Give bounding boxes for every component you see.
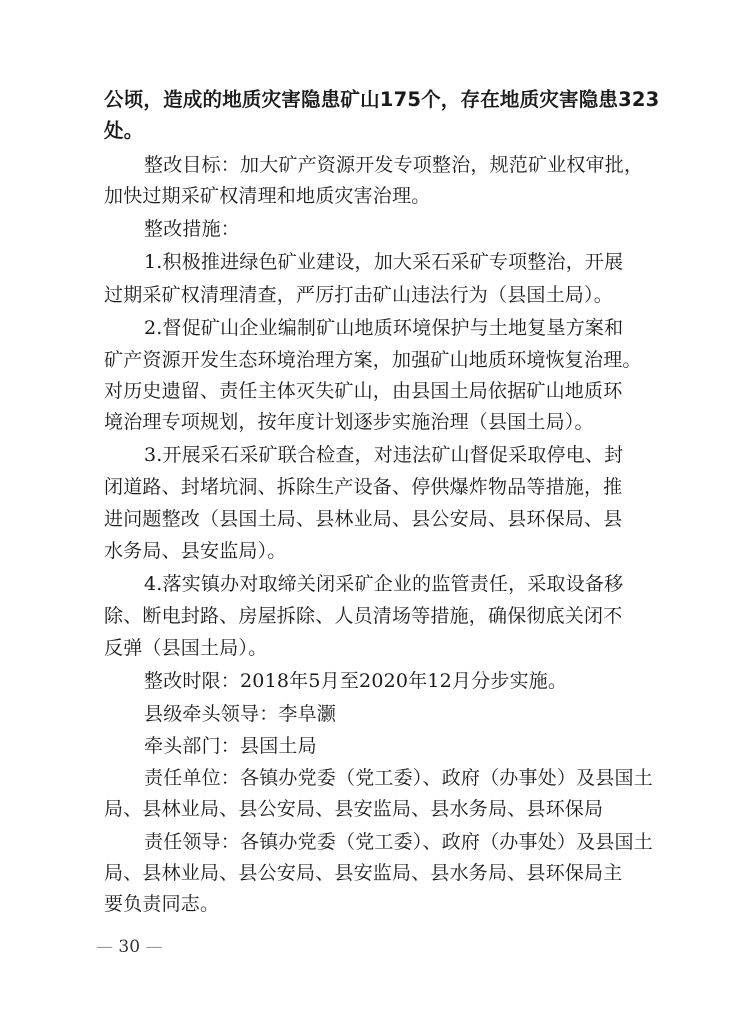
text-line: 2.督促矿山企业编制矿山地质环境保护与土地复垦方案和 [144, 317, 624, 339]
page-number: 30 [118, 937, 141, 957]
text-line: 整改目标：加大矿产资源开发专项整治，规范矿业权审批， [144, 154, 644, 176]
text-line: 整改措施： [144, 218, 241, 240]
text-line: 境治理专项规划，按年度计划逐步实施治理（县国土局）。 [104, 411, 594, 433]
footer-dash: — [96, 937, 119, 957]
text-line: 1.积极推进绿色矿业建设，加大采石采矿专项整治，开展 [144, 251, 624, 273]
text-line: 整改时限：2018年5月至2020年12月分步实施。 [144, 670, 568, 692]
text-line: 除、断电封路、房屋拆除、人员清场等措施，确保彻底关闭不 [104, 605, 623, 627]
text-line: 牵头部门：县国土局 [144, 735, 317, 757]
footer-dash: — [140, 937, 163, 957]
text-line: 处。 [104, 119, 144, 142]
text-line: 水务局、县安监局）。 [104, 540, 287, 562]
text-line: 要负责同志。 [104, 893, 220, 915]
text-line: 责任单位：各镇办党委（党工委）、政府（办事处）及县国土 [144, 767, 653, 789]
text-line: 进问题整改（县国土局、县林业局、县公安局、县环保局、县 [104, 508, 623, 530]
text-line: 闭道路、封堵坑洞、拆除生产设备、停供爆炸物品等措施，推 [104, 476, 623, 498]
text-line: 反弹（县国土局）。 [104, 637, 268, 659]
text-line: 3.开展采石采矿联合检查，对违法矿山督促采取停电、封 [144, 444, 624, 466]
text-line: 加快过期采矿权清理和地质灾害治理。 [104, 185, 431, 207]
text-line: 责任领导：各镇办党委（党工委）、政府（办事处）及县国土 [144, 831, 653, 853]
page-footer [96, 937, 162, 957]
text-line: 局、县林业局、县公安局、县安监局、县水务局、县环保局主 [104, 862, 623, 884]
text-line: 矿产资源开发生态环境治理方案，加强矿山地质环境恢复治理。 [104, 349, 642, 371]
text-line: 4.落实镇办对取缔关闭采矿企业的监管责任，采取设备移 [144, 573, 624, 595]
text-line: 对历史遗留、责任主体灭失矿山，由县国土局依据矿山地质环 [104, 380, 623, 402]
text-line: 局、县林业局、县公安局、县安监局、县水务局、县环保局 [104, 798, 604, 820]
text-line: 公顷，造成的地质灾害隐患矿山175个，存在地质灾害隐患323 [104, 88, 660, 111]
text-line: 县级牵头领导：李阜灏 [144, 703, 337, 725]
text-line: 过期采矿权清理清查，严厉打击矿山违法行为（县国土局）。 [104, 284, 613, 306]
